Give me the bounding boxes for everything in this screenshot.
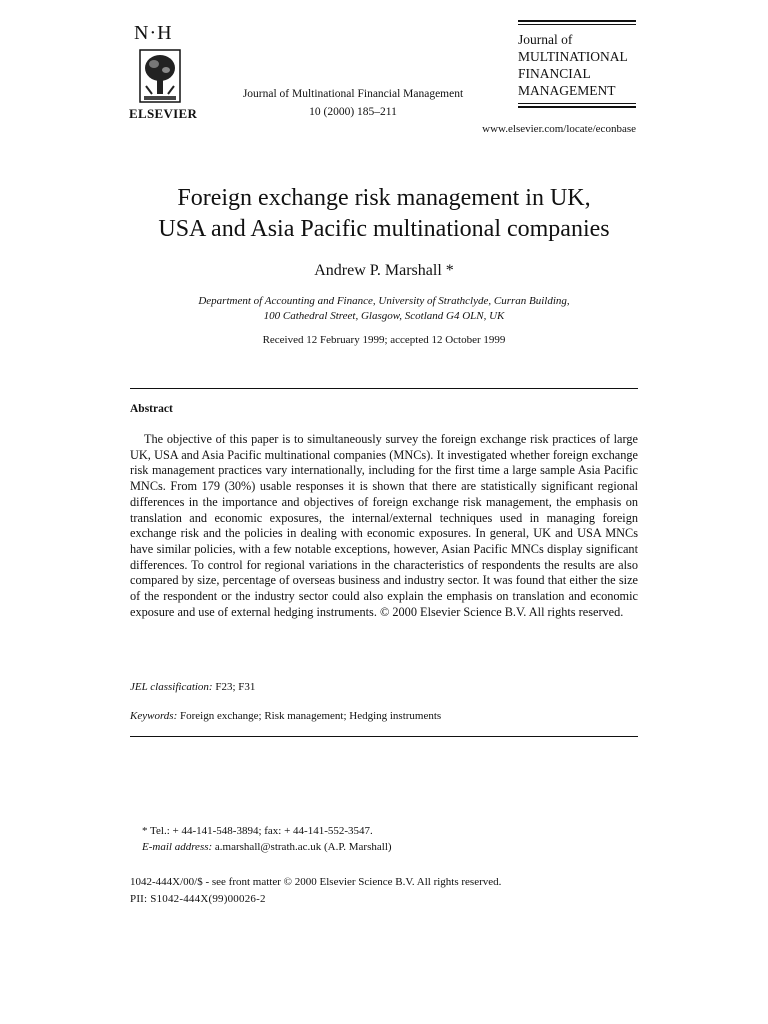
affiliation-line: 100 Cathedral Street, Glasgow, Scotland G4 OLN, UK [263, 310, 505, 322]
author-affiliation [100, 294, 668, 324]
journal-title-box [518, 20, 636, 108]
divider [130, 736, 638, 737]
journal-box-rule [518, 20, 636, 22]
email-value[interactable]: a.marshall@strath.ac.uk (A.P. Marshall) [212, 841, 392, 853]
keywords-label: Keywords: [130, 710, 178, 722]
jel-classification [130, 681, 255, 693]
divider [130, 388, 638, 389]
abstract-body: The objective of this paper is to simultaneously survey the foreign exchange risk practices of large UK, USA and Asia Pacific multinational companies (MNCs). It investigated whether foreign exchange risk management practices vary internationally, including for the first time a large sample Asia Pacific MNCs. From 179 (30%) usable responses it is shown that there are statistically significant regional differences in the importance and objectives of foreign exchange risk management, the emphasis on translation and economic exposures, the internal/external techniques used in managing foreign exchange risk and the policies in dealing with economic exposures. In general, UK and USA MNCs have similar policies, with a few notable exceptions, however, Asian Pacific MNCs display significant differences. To control for regional variations in the characteristics of respondents the results are also compared by size, percentage of overseas business and industry sector. It was found that either the size of the respondent or the industry sector could also explain the emphasis on translation and economic exposure and use of external hedging instruments. © 2000 Elsevier Science B.V. All rights reserved. [130, 432, 638, 619]
copyright-line: 1042-444X/00/$ - see front matter © 2000 Elsevier Science B.V. All rights reserved. [130, 876, 502, 888]
journal-box-line: MANAGEMENT [518, 83, 616, 98]
jel-value: F23; F31 [212, 681, 256, 693]
elsevier-tree-logo-icon [138, 48, 182, 104]
footnote-contact: * Tel.: + 44-141-548-3894; fax: + 44-141-552-3547. [142, 825, 373, 837]
journal-box-line: MULTINATIONAL [518, 49, 628, 64]
journal-website-link[interactable]: www.elsevier.com/locate/econbase [482, 123, 636, 135]
journal-box-rule [518, 106, 636, 108]
journal-citation-title: Journal of Multinational Financial Management [242, 88, 464, 100]
abstract-heading: Abstract [130, 403, 173, 415]
journal-box-line: Journal of [518, 32, 573, 47]
title-line: Foreign exchange risk management in UK, [177, 185, 591, 211]
publisher-name: ELSEVIER [129, 106, 198, 121]
email-label: E-mail address: [142, 841, 213, 853]
journal-citation-volume: 10 (2000) 185–211 [309, 106, 397, 118]
journal-box-rule [518, 103, 636, 104]
jel-label: JEL classification: [130, 681, 213, 693]
title-line: USA and Asia Pacific multinational companies [158, 216, 610, 242]
article-title [100, 183, 668, 245]
received-dates: Received 12 February 1999; accepted 12 October 1999 [262, 334, 506, 346]
publisher-logo-text: N·H [134, 22, 173, 44]
keywords-value: Foreign exchange; Risk management; Hedging instruments [177, 710, 442, 722]
footnote-email [142, 841, 392, 853]
journal-box-line: FINANCIAL [518, 66, 591, 81]
article-author: Andrew P. Marshall * [314, 262, 454, 279]
pii-line: PII: S1042-444X(99)00026-2 [130, 893, 266, 905]
journal-box-rule [518, 24, 636, 25]
affiliation-line: Department of Accounting and Finance, University of Strathclyde, Curran Building, [198, 295, 570, 307]
keywords [130, 710, 441, 722]
